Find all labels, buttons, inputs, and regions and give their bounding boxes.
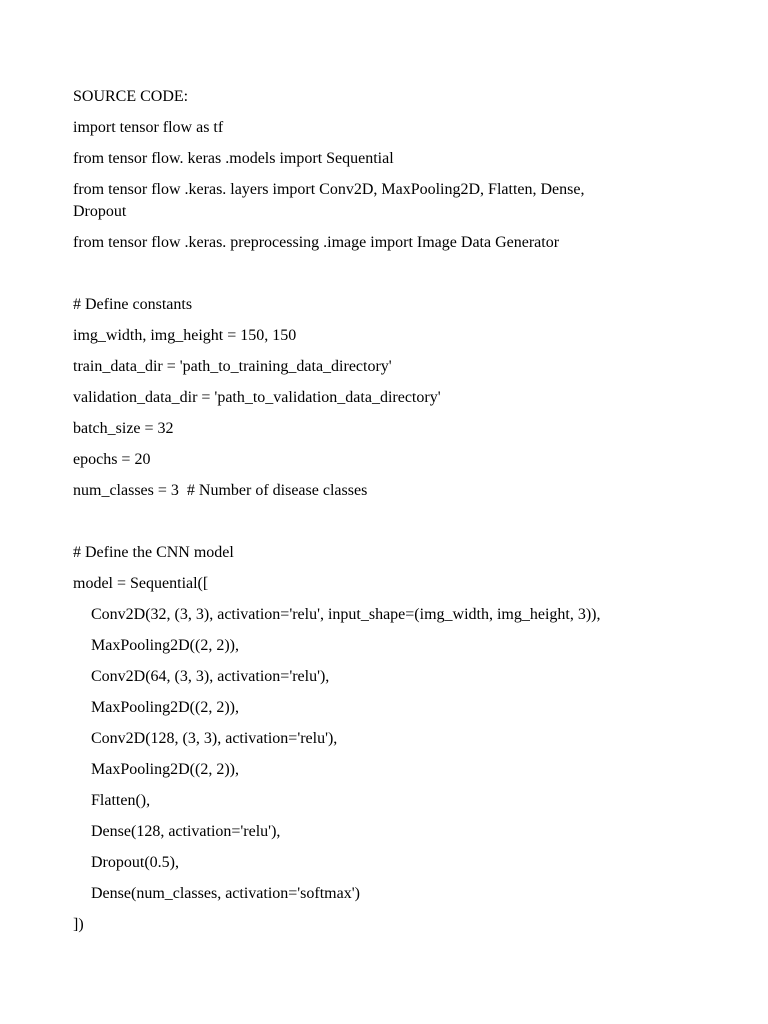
code-line-layer: Conv2D(128, (3, 3), activation='relu'), [91, 730, 338, 747]
code-comment-constants: # Define constants [73, 296, 193, 313]
section-heading: SOURCE CODE: [73, 88, 189, 105]
code-line-epochs: epochs = 20 [73, 451, 151, 468]
code-line-layer: Flatten(), [91, 792, 151, 809]
code-line-layer: Dense(num_classes, activation='softmax') [91, 885, 360, 902]
code-line-layer: Dropout(0.5), [91, 854, 179, 871]
code-line-model-open: model = Sequential([ [73, 575, 209, 592]
code-line-model-close: ]) [73, 916, 84, 933]
code-line-train-dir: train_data_dir = 'path_to_training_data_directory' [73, 358, 392, 375]
code-line-import-image-generator: from tensor flow .keras. preprocessing .image import Image Data Generator [73, 234, 560, 251]
code-line-layer: Conv2D(64, (3, 3), activation='relu'), [91, 668, 330, 685]
code-line-layer: Dense(128, activation='relu'), [91, 823, 281, 840]
code-line-layer: Conv2D(32, (3, 3), activation='relu', input_shape=(img_width, img_height, 3)), [91, 606, 601, 623]
code-line-import-sequential: from tensor flow. keras .models import Sequential [73, 150, 394, 167]
code-comment-model: # Define the CNN model [73, 544, 234, 561]
code-line-import-tf: import tensor flow as tf [73, 119, 224, 136]
code-line-layer: MaxPooling2D((2, 2)), [91, 699, 239, 716]
code-line-import-layers: from tensor flow .keras. layers import Conv2D, MaxPooling2D, Flatten, Dense, [73, 181, 585, 198]
code-line-batch-size: batch_size = 32 [73, 420, 174, 437]
code-line-img-dims: img_width, img_height = 150, 150 [73, 327, 297, 344]
code-line-layer: MaxPooling2D((2, 2)), [91, 637, 239, 654]
code-line-layer: MaxPooling2D((2, 2)), [91, 761, 239, 778]
code-line-import-layers-continued: Dropout [73, 203, 127, 220]
blank-line [73, 263, 713, 285]
code-line-num-classes: num_classes = 3 # Number of disease classes [73, 482, 368, 499]
source-code-block [73, 86, 713, 945]
code-line-validation-dir: validation_data_dir = 'path_to_validation_data_directory' [73, 389, 441, 406]
blank-line [73, 511, 713, 533]
